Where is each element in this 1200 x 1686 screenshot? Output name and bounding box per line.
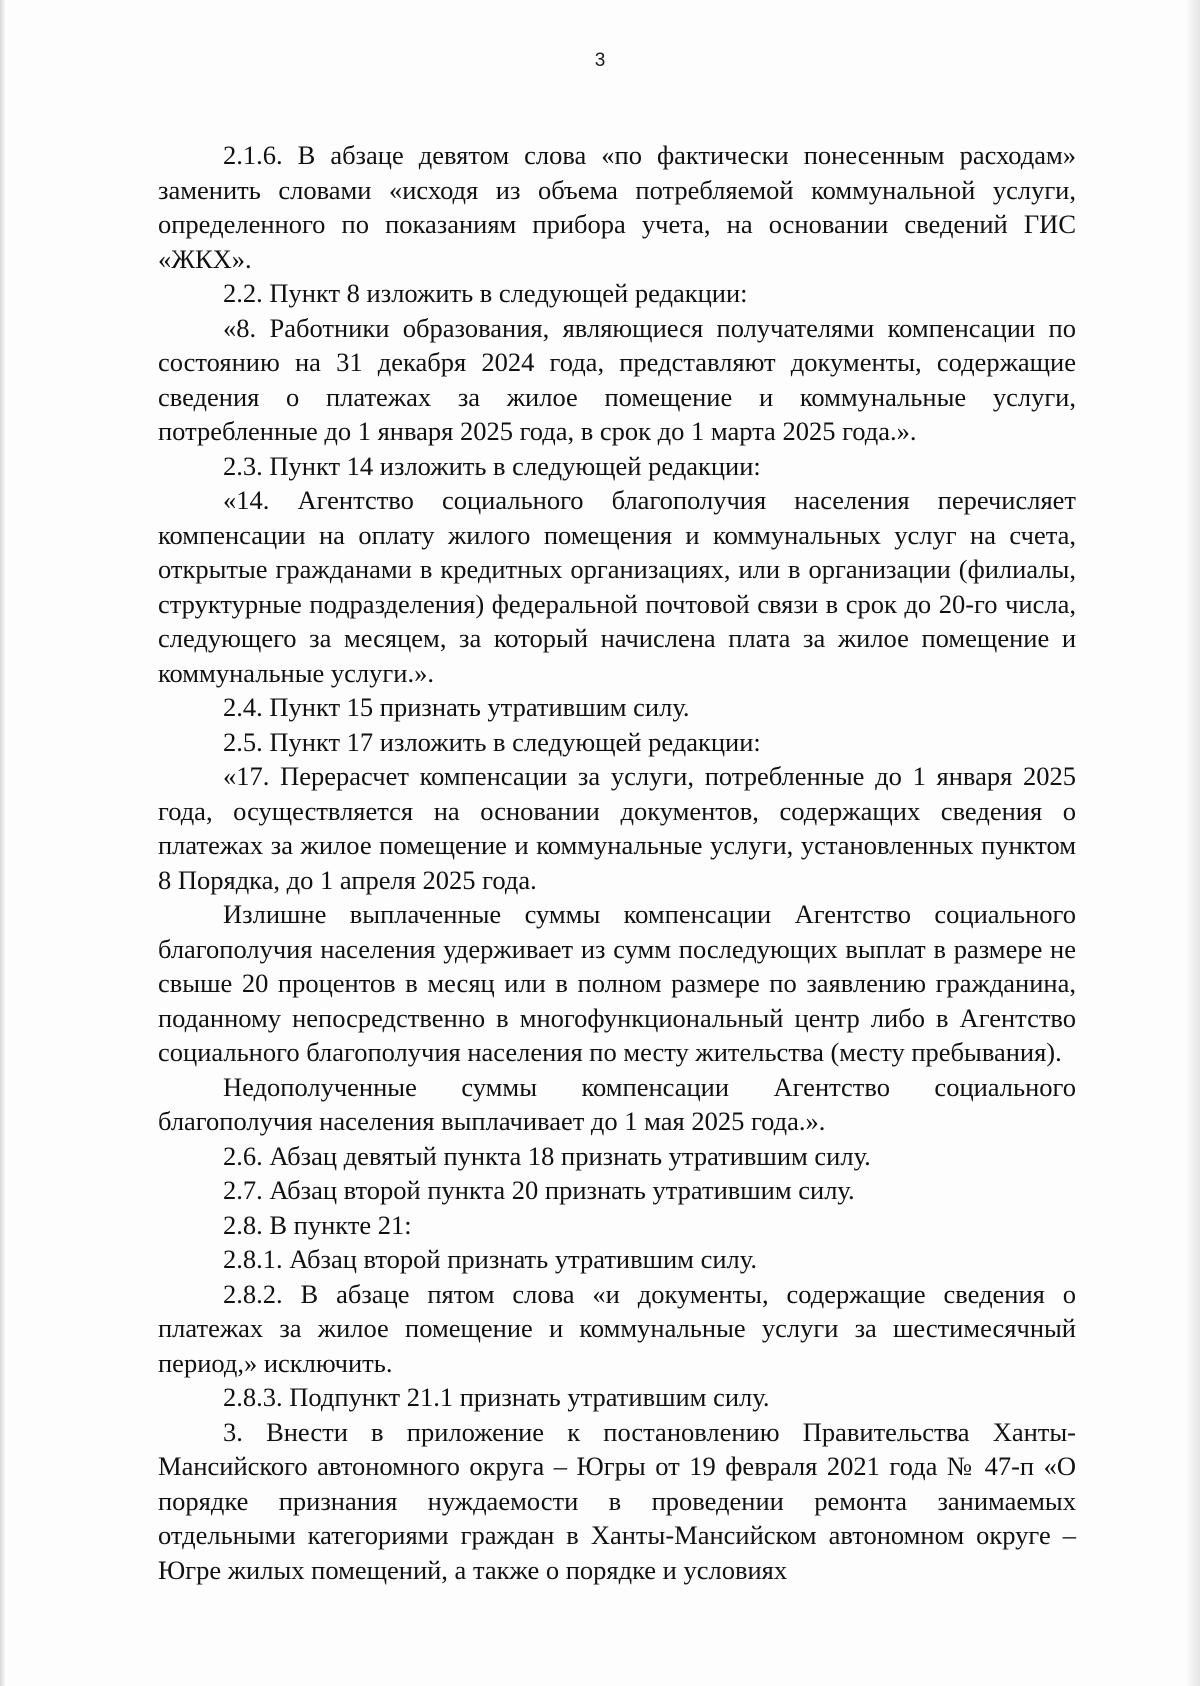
- paragraph-2-8-3: 2.8.3. Подпункт 21.1 признать утратившим силу.: [223, 1382, 770, 1412]
- paragraph-2-7: 2.7. Абзац второй пункта 20 признать утратившим силу.: [223, 1175, 855, 1205]
- paragraph-point-14: «14. Агентство социального благополучия населения перечисляет компенсации на оплату жилого помещения и коммунальных услуг на счета, открытые гражданами в кредитных организациях, или в организации (филиалы, структурные подразделения) федеральной почтовой связи в срок до 20-го числа, следующего за месяцем, за который начислена плата за жилое помещение и коммунальные услуги.».: [158, 485, 1076, 688]
- paragraph-2-8-2: 2.8.2. В абзаце пятом слова «и документы, содержащие сведения о платежах за жилое помещение и коммунальные услуги за шестимесячный период,» исключить.: [158, 1278, 1076, 1378]
- paragraph-2-5: 2.5. Пункт 17 изложить в следующей редакции:: [223, 726, 761, 757]
- paragraph-2-8: 2.8. В пункте 21:: [223, 1209, 412, 1240]
- document-body: [158, 138, 1076, 1587]
- paragraph-3: 3. Внести в приложение к постановлению Правительства Ханты-Мансийского автономного округа – Югры от 19 февраля 2021 года № 47-п «О порядке признания нуждаемости в проведении ремонта занимаемых отдельными категориями граждан в Ханты-Мансийском автономном округе – Югре жилых помещений, а также о порядке и условиях: [158, 1416, 1076, 1585]
- paragraph-overpaid-amounts: Излишне выплаченные суммы компенсации Агентство социального благополучия населения удерживает из сумм последующих выплат в размере не свыше 20 процентов в месяц или в полном размере по заявлению гражданина, поданному непосредственно в многофункциональный центр либо в Агентство социального благополучия населения по месту жительства (месту пребывания).: [158, 899, 1076, 1067]
- paragraph-2-8-1: 2.8.1. Абзац второй признать утратившим силу.: [223, 1244, 757, 1274]
- paragraph-2-2: 2.2. Пункт 8 изложить в следующей редакции:: [223, 278, 748, 308]
- scan-edge-right: [1186, 0, 1200, 1686]
- paragraph-underpaid-amounts: Недополученные суммы компенсации Агентство социального благополучия населения выплачивает до 1 мая 2025 года.».: [158, 1071, 1076, 1136]
- paragraph-2-1-6: 2.1.6. В абзаце девятом слова «по фактически понесенным расходам» заменить словами «исходя из объема потребляемой коммунальной услуги, определенного по показаниям прибора учета, на основании сведений ГИС «ЖКХ».: [158, 140, 1076, 274]
- paragraph-2-4: 2.4. Пункт 15 признать утратившим силу.: [223, 692, 690, 722]
- paragraph-2-6: 2.6. Абзац девятый пункта 18 признать утратившим силу.: [223, 1140, 871, 1171]
- scan-edge-left: [0, 0, 6, 1686]
- page-number: 3: [594, 50, 606, 71]
- paragraph-2-3: 2.3. Пункт 14 изложить в следующей редакции:: [223, 450, 761, 481]
- paragraph-point-17: «17. Перерасчет компенсации за услуги, потребленные до 1 января 2025 года, осуществляется на основании документов, содержащих сведения о платежах за жилое помещение и коммунальные услуги, установленных пунктом 8 Порядка, до 1 апреля 2025 года.: [158, 761, 1076, 895]
- paragraph-point-8: «8. Работники образования, являющиеся получателями компенсации по состоянию на 31 декабря 2024 года, представляют документы, содержащие сведения о платежах за жилое помещение и коммунальные услуги, потребленные до 1 января 2025 года, в срок до 1 марта 2025 года.».: [158, 312, 1076, 446]
